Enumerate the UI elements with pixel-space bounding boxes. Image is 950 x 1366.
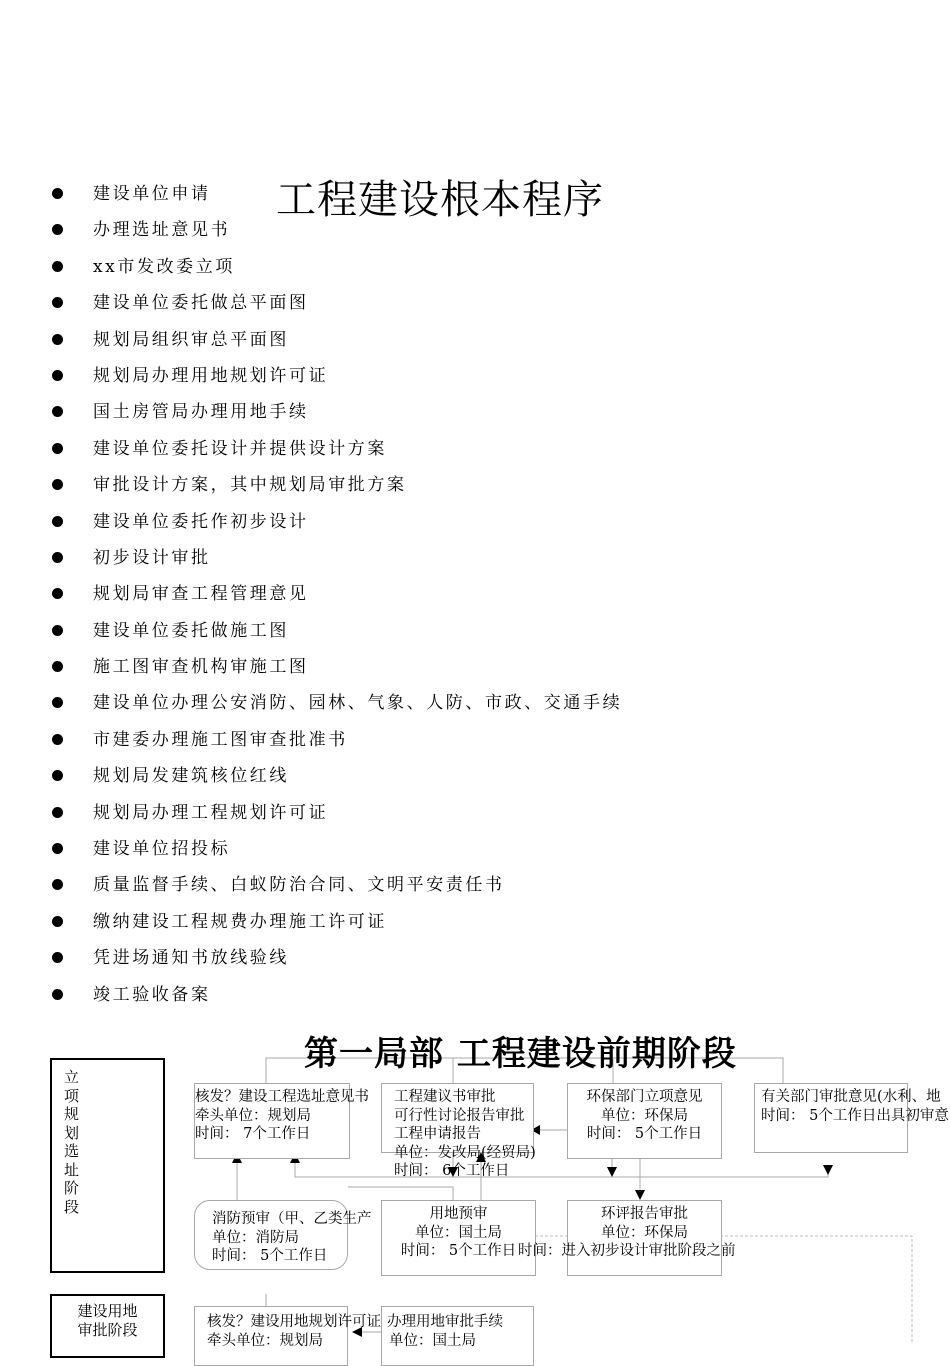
box-line: 时间： 5个工作日 <box>400 1243 517 1259</box>
box-line: 单位：环保局 <box>601 1224 688 1241</box>
step-text: 建设单位委托作初步设计 <box>93 511 309 532</box>
step-text: 办理选址意见书 <box>93 220 231 241</box>
box-line: 单位：国土局 <box>415 1224 502 1241</box>
project-proposal-box <box>381 1083 536 1179</box>
step-text: 规划局办理用地规划许可证 <box>93 365 329 386</box>
step-text: 规划局组织审总平面图 <box>93 329 289 350</box>
land-approval-box <box>381 1306 534 1366</box>
box-line: 牵头单位：规划局 <box>207 1332 323 1349</box>
eia-approval-box <box>518 1200 736 1276</box>
stage-label: 立项规划选址阶段 <box>64 1068 80 1216</box>
box-line: 单位：发改局(经贸局) <box>394 1144 536 1161</box>
site-opinion-box <box>194 1083 369 1159</box>
step-text: xx市发改委立项 <box>93 256 235 277</box>
step-text: 质量监督手续、白蚁防治合同、文明平安责任书 <box>93 875 505 896</box>
step-text: 规划局办理工程规划许可证 <box>93 802 329 823</box>
box-line: 单位：环保局 <box>601 1107 688 1124</box>
dept-opinion-box <box>754 1083 949 1153</box>
box-line: 时间：进入初步设计审批阶段之前 <box>518 1243 736 1259</box>
page-title: 工程建设根本程序 <box>276 177 604 223</box>
section-title: 第一局部 工程建设前期阶段 <box>304 1034 737 1074</box>
env-opinion-box <box>567 1083 722 1159</box>
step-text: 竣工验收备案 <box>93 984 211 1005</box>
box-line: 工程申请报告 <box>394 1126 481 1142</box>
step-text: 建设单位委托做总平面图 <box>93 293 309 314</box>
box-line: 有关部门审批意见(水利、地 <box>761 1089 941 1105</box>
box-line: 办理用地审批手续 <box>387 1314 503 1330</box>
box-line: 时间： 5个工作日 <box>212 1248 328 1264</box>
box-line: 时间： 5个工作日 <box>586 1126 703 1142</box>
stage-land-approval <box>50 1294 165 1358</box>
box-line: 消防预审（甲、乙类生产 <box>212 1211 372 1227</box>
step-text: 凭进场通知书放线验线 <box>93 948 289 969</box>
box-line: 时间： 7个工作日 <box>195 1126 311 1142</box>
step-text: 初步设计审批 <box>93 547 211 568</box>
step-text: 审批设计方案，其中规划局审批方案 <box>93 475 407 496</box>
step-text: 规划局审查工程管理意见 <box>93 584 309 605</box>
step-text: 建设单位办理公安消防、园林、气象、人防、市政、交通手续 <box>93 693 623 714</box>
box-line: 环保部门立项意见 <box>586 1089 703 1105</box>
stage-label: 建设用地审批阶段 <box>77 1302 138 1339</box>
step-text: 施工图审查机构审施工图 <box>93 657 309 678</box>
box-line: 时间： 5个工作日出具初审意 <box>761 1107 949 1124</box>
step-text: 规划局发建筑核位红线 <box>93 766 289 787</box>
box-line: 核发？建设工程选址意见书 <box>195 1089 369 1105</box>
box-line: 核发？建设用地规划许可证 <box>207 1314 381 1330</box>
box-line: 单位：消防局 <box>212 1229 299 1246</box>
step-text: 建设单位招投标 <box>93 839 231 860</box>
step-text: 国土房管局办理用地手续 <box>93 402 309 423</box>
step-text: 市建委办理施工图审查批准书 <box>93 729 348 750</box>
box-line: 环评报告审批 <box>601 1206 688 1222</box>
box-line: 用地预审 <box>429 1206 488 1222</box>
box-line: 工程建议书审批 <box>394 1089 496 1105</box>
fire-review-box <box>194 1200 372 1270</box>
box-line: 单位：国土局 <box>389 1332 476 1349</box>
land-prereview-box <box>381 1200 536 1276</box>
step-text: 建设单位委托设计并提供设计方案 <box>93 438 387 459</box>
box-line: 时间： 6个工作日 <box>394 1163 510 1179</box>
box-line: 牵头单位：规划局 <box>195 1107 311 1124</box>
box-line: 可行性讨论报告审批 <box>394 1107 525 1124</box>
step-text: 建设单位委托做施工图 <box>93 620 289 641</box>
land-planning-permit-box <box>194 1306 381 1366</box>
step-text: 缴纳建设工程规费办理施工许可证 <box>93 911 387 932</box>
step-text: 建设单位申请 <box>93 184 211 204</box>
stage-project-planning <box>50 1058 165 1273</box>
